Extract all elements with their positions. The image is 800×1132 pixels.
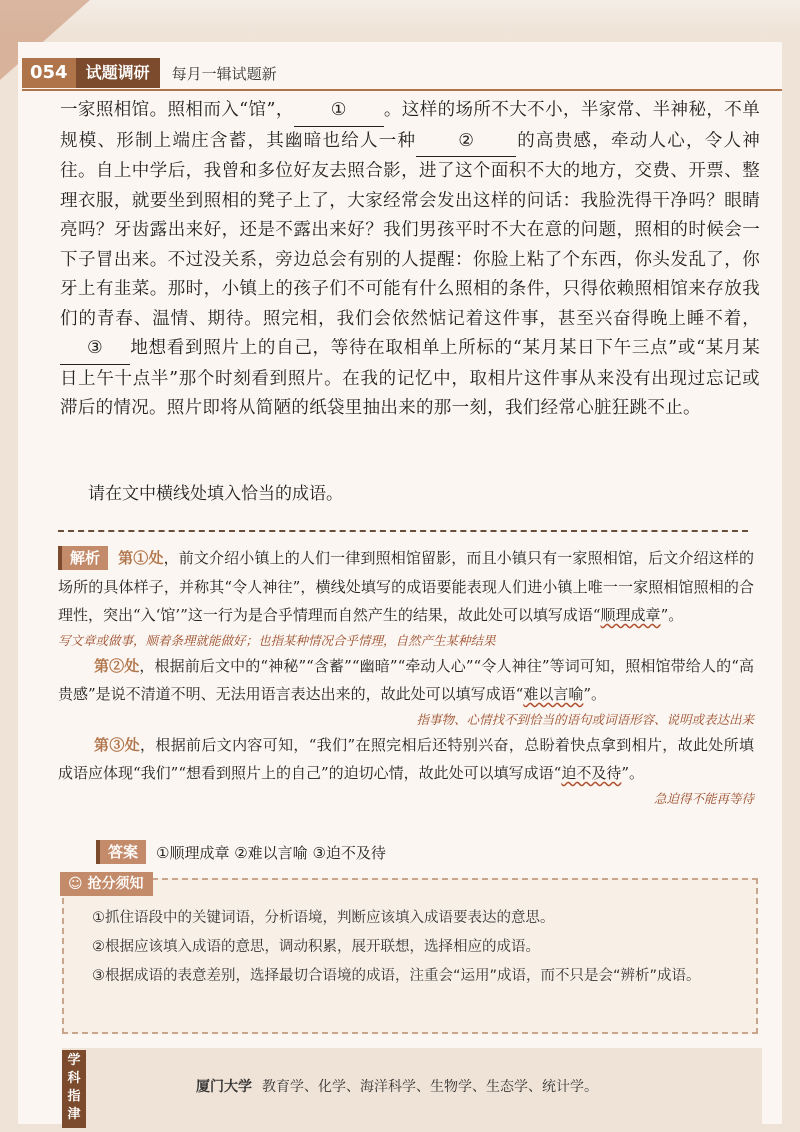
question-prompt: 请在文中横线处填入恰当的成语。 <box>88 484 343 504</box>
tips-list <box>64 880 756 991</box>
answer-text: ①顺理成章 ②难以言喻 ③迫不及待 <box>156 843 386 862</box>
blank-2: ② <box>416 127 516 158</box>
section-title: 试题调研 <box>76 58 160 88</box>
header-rule <box>22 89 782 91</box>
handwritten-note-3: 急迫得不能再等待 <box>653 790 754 806</box>
footer-tag: 学科指津 <box>62 1050 86 1128</box>
page-number: 054 <box>22 58 76 88</box>
university-name: 厦门大学 <box>196 1079 252 1095</box>
analysis-point-2: 第②处，根据前后文中的“神秘”“含蓄”“幽暗”“牵动人心”“令人神往”等词可知，照相馆带给人的“高贵感”是说不清道不明、无法用语言表达出来的，故此处可以填写成语“难以言喻”。 <box>58 656 754 703</box>
blank-1: ① <box>294 96 384 127</box>
passage <box>60 96 760 424</box>
handwritten-note-1: 写文章或做事，顺着条理就能做好；也指某种情况合乎情理，自然产生某种结果 <box>58 632 496 648</box>
handwritten-note-2: 指事物、心情找不到恰当的语句或词语形容、说明或表达出来 <box>416 711 754 727</box>
subject-list: 教育学、化学、海洋科学、生物学、生态学、统计学。 <box>262 1079 598 1095</box>
analysis-tag: 解析 <box>58 546 108 570</box>
page-top-strip <box>0 0 800 34</box>
idiom-1: 顺理成章 <box>600 606 661 624</box>
answer-row <box>96 840 386 864</box>
tip-item: ②根据应该填入成语的意思，调动积累，展开联想，选择相应的成语。 <box>92 939 540 955</box>
page-header <box>22 58 277 88</box>
analysis-point-1: 解析 第①处，前文介绍小镇上的人们一律到照相馆留影，而且小镇只有一家照相馆，后文介绍这样的场所的具体样子，并称其“令人神往”，横线处填写的成语要能表现人们进小镇上唯一一家照相馆照相的合理性，突出“入‘馆’”这一行为是合乎情理而自然产生的结果，故此处可以填写成语“顺理成章”。 <box>58 544 754 630</box>
blank-3: ③ <box>60 334 130 365</box>
tip-item: ③根据成语的表意差别，选择最切合语境的成语，注重会“运用”成语，而不只是会“辨析”成语。 <box>92 968 701 984</box>
tip-item: ①抓住语段中的关键词语，分析语境，判断应该填入成语要表达的意思。 <box>92 910 555 926</box>
tips-title: ☺ 抢分须知 <box>60 872 153 896</box>
dashed-divider <box>58 530 748 532</box>
passage-paragraph: 一家照相馆。照相而入“馆”， ① 。这样的场所不大不小，半家常、半神秘，不单规模、形制上端庄含蓄，其幽暗也给人一种 ② 的高贵感，牵动人心，令人神往。自上中学后，我曾和多位好友去照合影，进了这个面积不大的地方，交费、开票、整理衣服，就要坐到照相的凳子上了，大家经常会发出这样的问话：我脸洗得干净吗？眼睛亮吗？牙齿露出来好，还是不露出来好？我们男孩平时不大在意的问题，照相的时候会一下子冒出来。不过没关系，旁边总会有别的人提醒：你脸上粘了个东西，你头发乱了，你牙上有韭菜。那时，小镇上的孩子们不可能有什么照相的条件，只得依赖照相馆来存放我们的青春、温情、期待。照完相，我们会依然惦记着这件事，甚至兴奋得晚上睡不着，③ 地想看到照片上的自己，等待在取相单上所标的“某月某日下午三点”或“某月某日上午十点半”那个时刻看到照片。在我的记忆中，取相片这件事从来没有出现过忘记或滞后的情况。照片即将从简陋的纸袋里抽出来的那一刻，我们经常心脏狂跳不止。 <box>60 96 760 424</box>
series-title: 每月一辑试题新 <box>171 64 277 83</box>
analysis-point-3: 第③处，根据前后文内容可知，“我们”在照完相后还特别兴奋，总盼着快点拿到相片，故此处所填成语应体现“我们”“想看到照片上的自己”的迫切心情，故此处可以填写成语“迫不及待”。 <box>58 735 754 782</box>
idiom-2: 难以言喻 <box>523 685 584 703</box>
tips-box <box>62 878 758 1034</box>
answer-tag: 答案 <box>96 840 146 864</box>
footer-text <box>196 1076 598 1096</box>
analysis-section <box>58 544 754 810</box>
idiom-3: 迫不及待 <box>561 764 622 782</box>
